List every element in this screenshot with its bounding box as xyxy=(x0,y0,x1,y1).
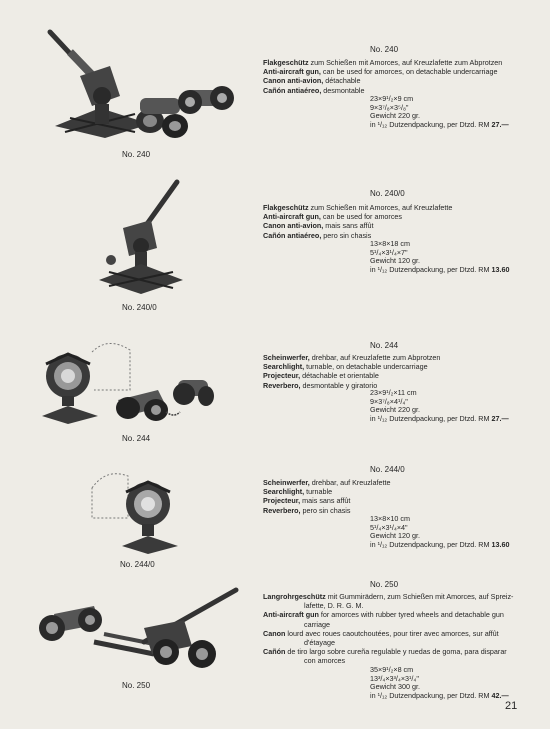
spec-size-inch: 9×3⁷/₈×4¹/₄" xyxy=(370,396,408,406)
desc-line-es: Cañón de tiro largo sobre cureña regulable y ruedas de goma, para disparar xyxy=(263,647,507,657)
searchlight-244-0-illustration xyxy=(88,466,184,558)
product-specs xyxy=(370,389,509,423)
spec-size-cm: 23×9¹/₂×9 cm xyxy=(370,94,414,103)
desc-line-de: Flakgeschütz zum Schießen mit Amorces, auf Kreuzlafette zum Abprotzen xyxy=(263,58,503,67)
product-caption: No. 240/0 xyxy=(122,303,157,312)
desc-line-es: Reverbero, desmontable y giratorio xyxy=(263,380,378,390)
desc-line-es-cont: con amorces xyxy=(304,656,346,666)
spec-size-cm: 13×8×10 cm xyxy=(370,514,410,523)
desc-line-en: Anti-aircraft gun for amorces with rubber tyred wheels and detachable gun xyxy=(263,610,504,620)
desc-line-en-cont: carriage xyxy=(304,619,330,629)
spec-weight: Gewicht 300 gr. xyxy=(370,682,420,692)
spec-price: in ¹/₁₂ Dutzendpackung, per Dtzd. RM 13.60 xyxy=(370,264,510,274)
product-description xyxy=(263,478,528,515)
desc-line-en: Searchlight, turnable, on detachable undercarriage xyxy=(263,362,428,372)
spec-size-cm: 23×9¹/₂×11 cm xyxy=(370,388,417,397)
product-description xyxy=(263,592,528,666)
desc-line-de: Scheinwerfer, drehbar, auf Kreuzlafette zum Abprotzen xyxy=(263,353,441,362)
desc-line-en: Searchlight, turnable xyxy=(263,487,333,497)
desc-line-de: Langrohrgeschütz mit Gummirädern, zum Schießen mit Amorces, auf Spreiz- xyxy=(263,592,514,601)
product-specs xyxy=(370,240,509,274)
spec-size-inch: 5¹/₄×3¹/₄×4" xyxy=(370,522,408,532)
flak-gun-240-0-illustration xyxy=(95,176,185,300)
spec-price: in ¹/₁₂ Dutzendpackung, per Dtzd. RM 27.— xyxy=(370,119,509,129)
spec-size-cm: 13×8×18 cm xyxy=(370,239,410,248)
spec-price: in ¹/₁₂ Dutzendpackung, per Dtzd. RM 13.60 xyxy=(370,539,510,549)
searchlight-244-illustration xyxy=(38,334,214,432)
product-specs xyxy=(370,515,509,549)
product-number: No. 240/0 xyxy=(370,189,405,198)
long-barrel-gun-250-illustration xyxy=(34,584,240,680)
product-specs xyxy=(370,666,509,700)
desc-line-fr: Canon anti-avion, détachable xyxy=(263,76,361,86)
product-number: No. 250 xyxy=(370,580,399,589)
desc-line-fr: Projecteur, détachable et orientable xyxy=(263,371,379,381)
desc-line-en: Anti-aircraft gun, can be used for amorces xyxy=(263,212,403,222)
product-number: No. 244/0 xyxy=(370,465,405,474)
desc-line-de: Flakgeschütz zum Schießen mit Amorces, auf Kreuzlafette xyxy=(263,203,453,212)
product-number: No. 240 xyxy=(370,45,399,54)
page-number: 21 xyxy=(505,700,518,712)
spec-size-cm: 35×9¹/₂×8 cm xyxy=(370,665,414,674)
product-specs xyxy=(370,95,509,129)
product-description xyxy=(263,58,528,95)
spec-size-inch: 5¹/₄×3¹/₄×7" xyxy=(370,247,408,257)
product-caption: No. 244/0 xyxy=(120,560,155,569)
spec-price: in ¹/₁₂ Dutzendpackung, per Dtzd. RM 42.— xyxy=(370,690,509,700)
product-description xyxy=(263,203,528,240)
spec-weight: Gewicht 220 gr. xyxy=(370,111,420,121)
desc-line-es: Cañón antiaéreo, pero sin chasis xyxy=(263,230,372,240)
product-description xyxy=(263,353,528,390)
product-caption: No. 250 xyxy=(122,681,151,690)
product-caption: No. 240 xyxy=(122,150,151,159)
spec-weight: Gewicht 220 gr. xyxy=(370,405,420,415)
desc-line-fr-cont: d'étayage xyxy=(304,638,335,648)
desc-line-de-cont: lafette, D. R. G. M. xyxy=(304,601,364,611)
desc-line-de: Scheinwerfer, drehbar, auf Kreuzlafette xyxy=(263,478,391,487)
desc-line-fr: Canon anti-avion, mais sans affût xyxy=(263,221,374,231)
spec-price: in ¹/₁₂ Dutzendpackung, per Dtzd. RM 27.— xyxy=(370,413,509,423)
spec-weight: Gewicht 120 gr. xyxy=(370,531,420,541)
product-number: No. 244 xyxy=(370,341,399,350)
spec-size-inch: 9×3⁷/₈×3⁵/₈" xyxy=(370,102,409,112)
desc-line-es: Cañón antiaéreo, desmontable xyxy=(263,85,365,95)
flak-gun-240-illustration xyxy=(40,26,240,152)
desc-line-en: Anti-aircraft gun, can be used for amorces, on detachable undercarriage xyxy=(263,67,498,77)
spec-size-inch: 13³/₄×3³/₄×3¹/₄" xyxy=(370,673,419,683)
spec-weight: Gewicht 120 gr. xyxy=(370,256,420,266)
product-caption: No. 244 xyxy=(122,434,151,443)
desc-line-fr: Canon lourd avec roues caoutchoutées, pour tirer avec amorces, sur affût xyxy=(263,628,499,638)
desc-line-fr: Projecteur, mais sans affût xyxy=(263,496,351,506)
desc-line-es: Reverbero, pero sin chasis xyxy=(263,505,351,515)
